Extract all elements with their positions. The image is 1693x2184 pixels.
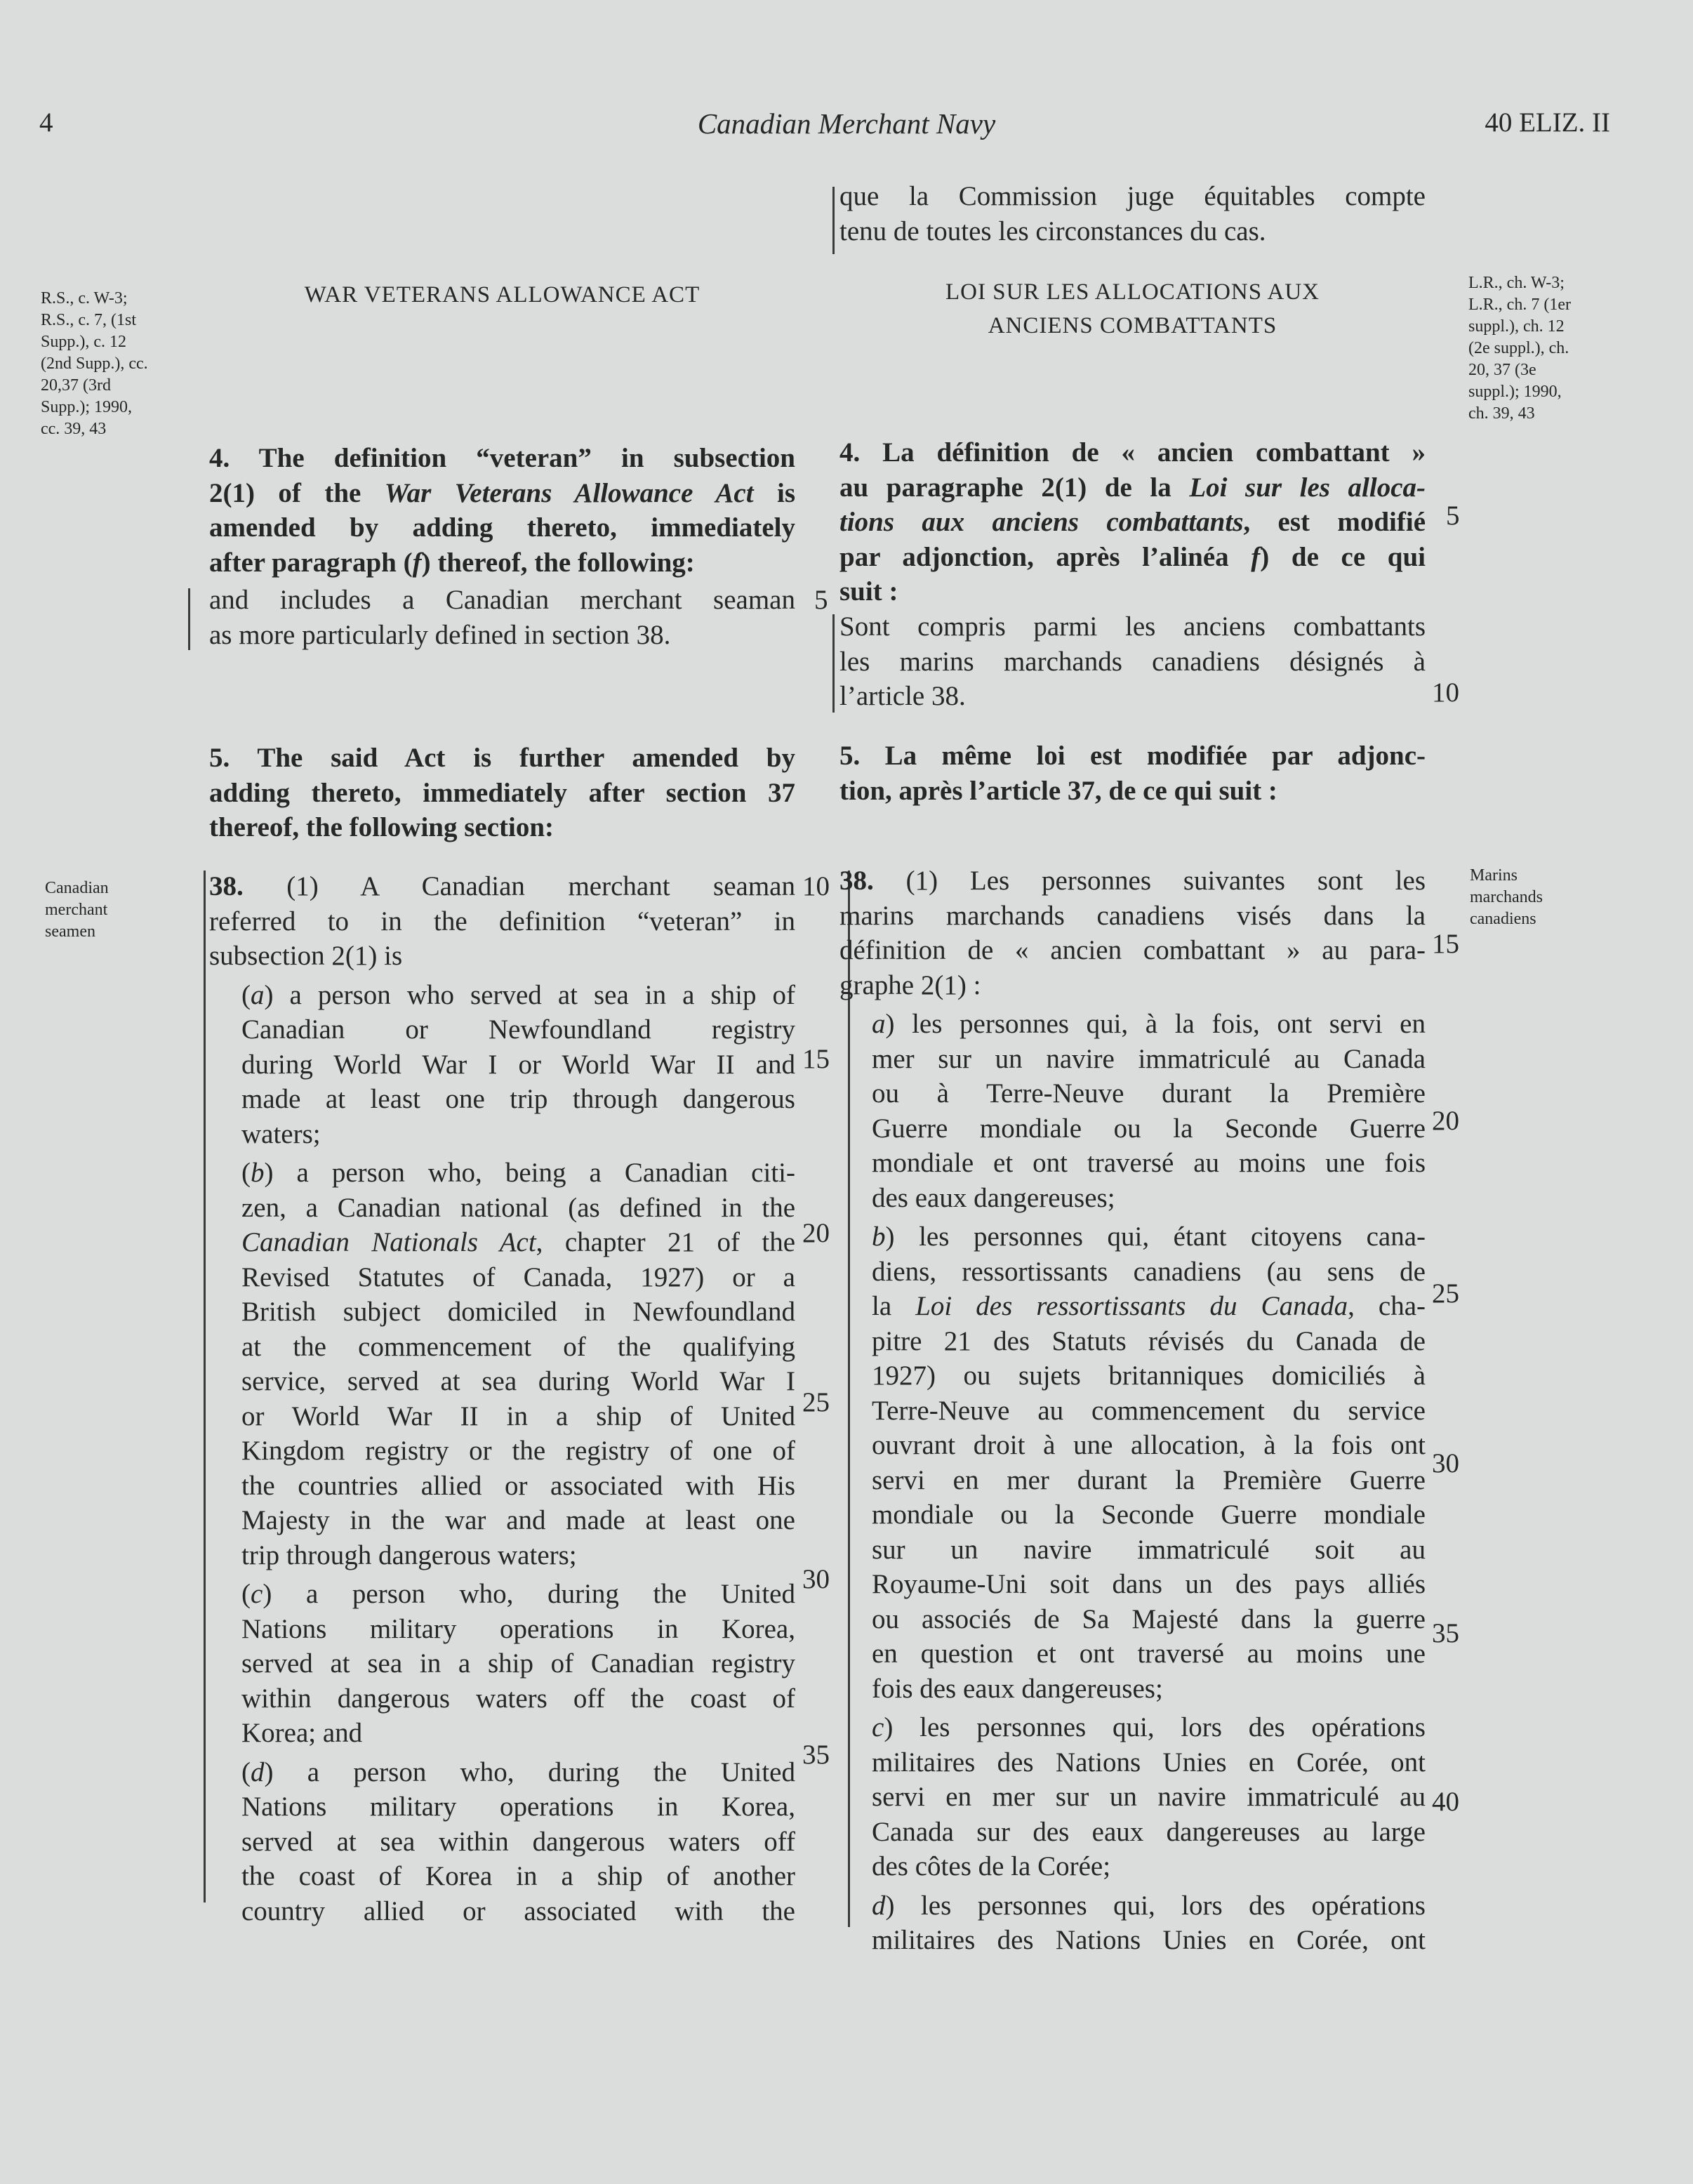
line-number: 20 [1432, 1106, 1459, 1136]
amendment-bar [188, 588, 190, 650]
fr-top-continuation: que la Commission juge équitables compte tenu de toutes les circonstances du cas. [839, 181, 1426, 246]
line-number: 25 [802, 1387, 830, 1417]
regnal-year: 40 ELIZ. II [1485, 107, 1610, 138]
margin-citation-fr: L.R., ch. W-3; L.R., ch. 7 (1er suppl.), ch. 12 (2e suppl.), ch. 20, 37 (3e suppl.); 1990, ch. 39, 43 [1468, 274, 1571, 423]
fr-section-38: 38. (1) Les personnes suivantes sont les marins marchands canadiens visés dans la définition de « ancien combattant » au para- graphe 2(1) : a) les personnes qui, à la fois, ont servi en mer sur un navire immatriculé au Canada ou à Terre-Neuve durant la Première Guerre mondiale ou la Seconde Guerre mondiale et ont traversé au moins une fois des eaux dangereuses; b) les personnes qui, étant citoyens cana- diens, ressortissants canadiens (au sens de la Loi des ressortissants du Canada, cha- pitre 21 des Statuts révisés du Canada de 1927) ou sujets britanniques domiciliés à Terre-Neuve au commencement du service ouvrant droit à une allocation, à la fois ont servi en mer durant la Première Guerre mondiale ou la Seconde Guerre mondiale sur un navire immatriculé soit au Royaume-Uni soit dans un des pays alliés ou associés de Sa Majesté dans la guerre en question et ont traversé au moins une fois des eaux dangereuses; c) les personnes qui, lors des opérations militaires des Nations Unies en Corée, ont servi en mer sur un navire immatriculé au Canada sur des eaux dangereuses au large des côtes de la Corée; d) les personnes qui, lors des opérations militaires des Nations Unies en Corée, ont [839, 863, 1426, 1958]
amendment-bar [832, 187, 835, 254]
en-para-c: (c) a person who, during the United Nations military operations in Korea, served at sea in a ship of Canadian registry within dangerous waters off the coast of Korea; and [241, 1579, 795, 1748]
line-number: 5 [1446, 501, 1460, 531]
line-number: 10 [1432, 677, 1459, 708]
en-para-a: (a) a person who served at sea in a ship of Canadian or Newfoundland registry during World War I or World War II and made at least one trip through dangerous waters; [241, 979, 795, 1149]
margin-note-canadian-merchant-seamen: Canadian merchant seamen [45, 879, 109, 941]
fr-para-d: d) les personnes qui, lors des opérations militaires des Nations Unies en Corée, ont [872, 1890, 1426, 1955]
running-title: Canadian Merchant Navy [697, 107, 996, 140]
line-number: 20 [802, 1218, 830, 1248]
amendment-bar [832, 614, 835, 713]
fr-section-4-text: Sont compris parmi les anciens combattants les marins marchands canadiens désignés à l’article 38. [839, 611, 1426, 711]
line-number: 35 [1432, 1618, 1459, 1648]
line-number: 35 [802, 1740, 830, 1770]
line-number: 15 [802, 1044, 830, 1074]
line-number: 40 [1432, 1787, 1459, 1817]
margin-citation-en: R.S., c. W-3; R.S., c. 7, (1st Supp.), c. 12 (2nd Supp.), cc. 20,37 (3rd Supp.); 1990, cc. 39, 43 [41, 289, 148, 438]
line-number: 10 [802, 871, 830, 901]
en-section-5: 5. The said Act is further amended by adding thereto, immediately after section 37 thereof, the following section: [209, 743, 795, 842]
fr-para-a: a) les personnes qui, à la fois, ont servi en mer sur un navire immatriculé au Canada ou à Terre-Neuve durant la Première Guerre mondiale ou la Seconde Guerre mondiale et ont traversé au moins une fois des eaux dangereuses; [872, 1009, 1426, 1213]
fr-section-4: 4. La définition de « ancien combattant » au paragraphe 2(1) de la Loi sur les alloca- tions aux anciens combattants, est modifié par adjonction, après l’alinéa f) de ce qui suit : [839, 437, 1426, 607]
line-number: 5 [814, 585, 828, 615]
en-section-4: 4. The definition “veteran” in subsection 2(1) of the War Veterans Allowance Act is amended by adding thereto, immediately after paragraph (f) thereof, the following: [209, 443, 796, 578]
margin-note-marins-marchands: Marins marchands canadiens [1470, 866, 1543, 928]
line-number: 30 [1432, 1448, 1459, 1478]
en-section-38: 38. (1) A Canadian merchant seaman referred to in the definition “veteran” in subsection 2(1) is (a) a person who served at sea in a ship of Canadian or Newfoundland registry during World War I or World War II and made at least one trip through dangerous waters; (b) a person who, being a Canadian citi- zen, a Canadian national (as defined in the Canadian Nationals Act, chapter 21 of the Revised Statutes of Canada, 1927) or a British subject domiciled in Newfoundland at the commencement of the qualifying service, served at sea during World War I or World War II in a ship of United Kingdom registry or the registry of one of the countries allied or associated with His Majesty in the war and made at least one trip through dangerous waters; (c) a person who, during the United Nations military operations in Korea, served at sea in a ship of Canadian registry within dangerous waters off the coast of Korea; and (d) a person who, during the United Nations military operations in Korea, served at sea within dangerous waters off the coast of Korea in a ship of another country allied or associated with the [209, 869, 795, 1928]
line-number: 30 [802, 1564, 830, 1594]
en-section-4-text: and includes a Canadian merchant seaman as more particularly defined in section 38. [209, 585, 795, 650]
line-number: 25 [1432, 1278, 1459, 1309]
amendment-bar [204, 871, 206, 1902]
fr-section-5: 5. La même loi est modifiée par adjonc- tion, après l’article 37, de ce qui suit : [839, 741, 1426, 806]
fr-para-c: c) les personnes qui, lors des opérations militaires des Nations Unies en Corée, ont servi en mer sur un navire immatriculé au Canada sur des eaux dangereuses au large des côtes de la Corée; [872, 1712, 1426, 1881]
heading-war-veterans-allowance-act: WAR VETERANS ALLOWANCE ACT [304, 282, 701, 307]
heading-loi-allocations: LOI SUR LES ALLOCATIONS AUX ANCIENS COMBATTANTS [945, 279, 1320, 338]
en-para-d: (d) a person who, during the United Nations military operations in Korea, served at sea within dangerous waters off the coast of Korea in a ship of another country allied or associated with the [241, 1756, 795, 1926]
page-number: 4 [39, 107, 53, 138]
en-para-b: (b) a person who, being a Canadian citi- zen, a Canadian national (as defined in the Canadian Nationals Act, chapter 21 of the Revised Statutes of Canada, 1927) or a British subject domiciled in Newfoundland at the commencement of the qualifying service, served at sea during World War I or World War II in a ship of United Kingdom registry or the registry of one of the countries allied or associated with His Majesty in the war and made at least one trip through dangerous waters; [241, 1158, 796, 1570]
line-number: 15 [1432, 929, 1459, 959]
fr-para-b: b) les personnes qui, étant citoyens cana- diens, ressortissants canadiens (au sens de la Loi des ressortissants du Canada, cha- pitre 21 des Statuts révisés du Canada de 1927) ou sujets britanniques domiciliés à Terre-Neuve au commencement du service ouvrant droit à une allocation, à la fois ont servi en mer durant la Première Guerre mondiale ou la Seconde Guerre mondiale sur un navire immatriculé soit au Royaume-Uni soit dans un des pays alliés ou associés de Sa Majesté dans la guerre en question et ont traversé au moins une fois des eaux dangereuses; [872, 1222, 1426, 1704]
